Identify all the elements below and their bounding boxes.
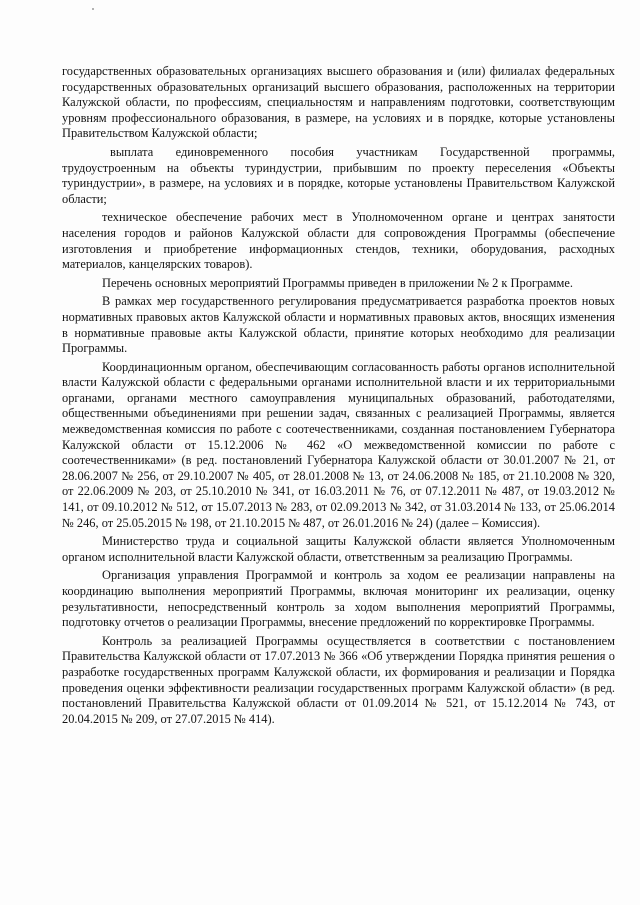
paragraph-activities-list: Перечень основных мероприятий Программы приведен в приложении № 2 к Программе. [102,275,573,290]
paragraph-technical-support: техническое обеспечение рабочих мест в Уполномоченном органе и центрах занятости населения городов и районов Калужской области для сопровождения Программы (обеспечение изготовления и приобретение информационных стендов, техники, оборудования, расходных материалов, канцелярских товаров). [62,210,615,272]
paragraph-program-management: Организация управления Программой и контроль за ходом ее реализации направлены на координацию выполнения мероприятий Программы, включая мониторинг их реализации, оценку результативности, непосредственный контроль за ходом выполнения мероприятий Программы, подготовку отчетов о реализации Программы, внесение предложений по корректировке Программы. [62,568,615,630]
paragraph-control: Контроль за реализацией Программы осуществляется в соответствии с постановлением Правительства Калужской области от 17.07.2013 № 366 «Об утверждении Порядка принятия решения о разработке государственных программ Калужской области, их формирования и реализации и Порядка проведения оценки эффективности реализации государственных программ Калужской области» (в ред. постановлений Правительства Калужской области от 01.09.2014 № 521, от 15.12.2014 № 743, от 20.04.2015 № 209, от 27.07.2015 № 414). [62,633,615,726]
scan-speck [92,8,94,10]
paragraph-coordination-body: Координационным органом, обеспечивающим согласованность работы органов исполнительной власти Калужской области с федеральными органами исполнительной власти и их территориальными органами, органами местного самоуправления муниципальных образований, работодателями, общественными объединениями при решении задач, связанных с реализацией Программы, является межведомственная комиссия по работе с соотечественниками, созданная постановлением Губернатора Калужской области от 15.12.2006 № 462 «О межведомственной комиссии по работе с соотечественниками» (в ред. постановлений Губернатора Калужской области от 30.01.2007 № 21, от 28.06.2007 № 256, от 29.10.2007 № 405, от 28.01.2008 № 13, от 24.06.2008 № 185, от 21.10.2008 № 320, от 22.06.2009 № 203, от 25.10.2010 № 341, от 16.03.2011 № 76, от 07.12.2011 № 487, от 19.03.2012 № 141, от 09.10.2012 № 512, от 15.07.2013 № 283, от 02.09.2013 № 342, от 31.03.2014 № 133, от 25.06.2014 № 246, от 25.05.2015 № 198, от 21.10.2015 № 487, от 26.01.2016 № 24) (далее – Комиссия). [62,359,615,530]
document-body [62,64,615,730]
paragraph-education-continuation: государственных образовательных организациях высшего образования и (или) филиалах федеральных государственных образовательных организаций высшего образования, расположенных на территории Калужской области, по профессиям, специальностям и направлениям подготовки, соответствующим уровням профессионального образования, в размере, на условиях и в порядке, которые установлены Правительством Калужской области; [62,64,615,141]
paragraph-regulation: В рамках мер государственного регулирования предусматривается разработка проектов новых нормативных правовых актов Калужской области и нормативных правовых актов, вносящих изменения в нормативные правовые акты Калужской области, принятие которых необходимо для реализации Программы. [62,294,615,356]
paragraph-ministry: Министерство труда и социальной защиты Калужской области является Уполномоченным органом исполнительной власти Калужской области, ответственным за реализацию Программы. [62,534,615,564]
paragraph-tourism-allowance: выплата единовременного пособия участникам Государственной программы, трудоустроенным на объекты туриндустрии, прибывшим по проекту переселения «Объекты туриндустрии», в размере, на условиях и в порядке, которые установлены Правительством Калужской области; [62,144,615,206]
